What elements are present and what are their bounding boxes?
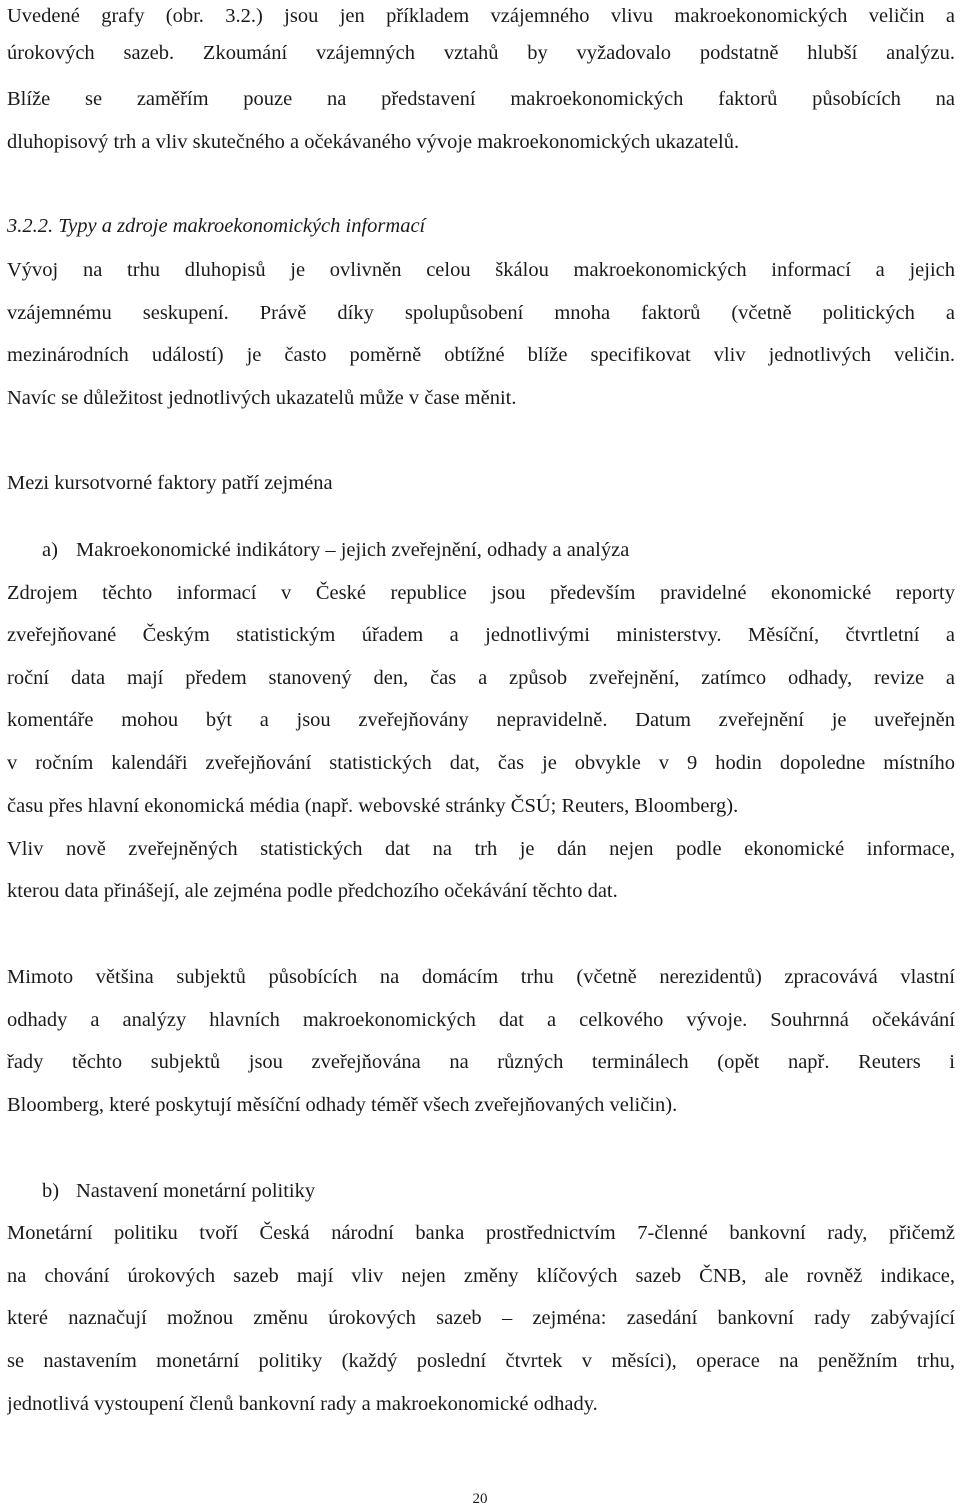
para-b-line: se nastavením monetární politiky (každý poslední čtvrtek v měsíci), operace na peněžním trhu, bbox=[7, 1350, 955, 1372]
section-para-line: Vývoj na trhu dluhopisů je ovlivněn celou škálou makroekonomických informací a jejich bbox=[7, 259, 955, 281]
para-mimoto-line: Mimoto většina subjektů působících na domácím trhu (včetně nerezidentů) zpracovává vlastní bbox=[7, 966, 955, 988]
list-item-b bbox=[42, 1176, 942, 1206]
para-a-line: zveřejňované Českým statistickým úřadem a jednotlivými ministerstvy. Měsíční, čtvrtletní a bbox=[7, 624, 955, 646]
section-para-line: vzájemnému seskupení. Právě díky spolupůsobení mnoha faktorů (včetně politických a bbox=[7, 302, 955, 324]
para-a-line: času přes hlavní ekonomická média (např. webovské stránky ČSÚ; Reuters, Bloomberg). bbox=[7, 795, 739, 817]
intro-line: Blíže se zaměřím pouze na představení makroekonomických faktorů působících na bbox=[7, 88, 955, 110]
para-vliv-line: kterou data přinášejí, ale zejména podle předchozího očekávání těchto dat. bbox=[7, 880, 618, 902]
intro-line: úrokových sazeb. Zkoumání vzájemných vztahů by vyžadovalo podstatně hlubší analýzu. bbox=[7, 42, 955, 64]
para-mimoto-line: odhady a analýzy hlavních makroekonomických dat a celkového vývoje. Souhrnná očekávání bbox=[7, 1009, 955, 1031]
para-b-line: na chování úrokových sazeb mají vliv nejen změny klíčových sazeb ČNB, ale rovněž indikace, bbox=[7, 1265, 955, 1287]
para-mimoto-line: Bloomberg, které poskytují měsíční odhady téměř všech zveřejňovaných veličin). bbox=[7, 1094, 678, 1116]
para-mimoto-line: řady těchto subjektů jsou zveřejňována na různých terminálech (opět např. Reuters i bbox=[7, 1051, 955, 1073]
list-marker: a) bbox=[42, 539, 58, 561]
list-item-text: Makroekonomické indikátory – jejich zveřejnění, odhady a analýza bbox=[76, 539, 630, 561]
list-item-a bbox=[42, 535, 942, 565]
factors-intro: Mezi kursotvorné faktory patří zejména bbox=[7, 472, 333, 494]
page-number: 20 bbox=[472, 1491, 488, 1507]
list-item-text: Nastavení monetární politiky bbox=[76, 1180, 316, 1202]
section-para-line: Navíc se důležitost jednotlivých ukazatelů může v čase měnit. bbox=[7, 387, 517, 409]
para-vliv-line: Vliv nově zveřejněných statistických dat na trh je dán nejen podle ekonomické informace, bbox=[7, 838, 955, 860]
intro-line: dluhopisový trh a vliv skutečného a očekávaného vývoje makroekonomických ukazatelů. bbox=[7, 131, 740, 153]
section-heading: 3.2.2. Typy a zdroje makroekonomických informací bbox=[7, 215, 426, 237]
para-b-line: Monetární politiku tvoří Česká národní banka prostřednictvím 7-členné bankovní rady, přičemž bbox=[7, 1222, 955, 1244]
para-b-line: které naznačují možnou změnu úrokových sazeb – zejména: zasedání bankovní rady zabývající bbox=[7, 1307, 955, 1329]
para-a-line: Zdrojem těchto informací v České republice jsou především pravidelné ekonomické reporty bbox=[7, 582, 955, 604]
para-a-line: roční data mají předem stanovený den, čas a způsob zveřejnění, zatímco odhady, revize a bbox=[7, 667, 955, 689]
para-a-line: komentáře mohou být a jsou zveřejňovány nepravidelně. Datum zveřejnění je uveřejněn bbox=[7, 709, 955, 731]
para-b-line: jednotlivá vystoupení členů bankovní rady a makroekonomické odhady. bbox=[7, 1393, 598, 1415]
list-marker: b) bbox=[42, 1180, 60, 1202]
para-a-line: v ročním kalendáři zveřejňování statistických dat, čas je obvykle v 9 hodin dopoledne místního bbox=[7, 752, 955, 774]
intro-line: Uvedené grafy (obr. 3.2.) jsou jen příkladem vzájemného vlivu makroekonomických veličin a bbox=[7, 5, 955, 27]
section-para-line: mezinárodních událostí) je často poměrně obtížné blíže specifikovat vliv jednotlivých veličin. bbox=[7, 344, 955, 366]
